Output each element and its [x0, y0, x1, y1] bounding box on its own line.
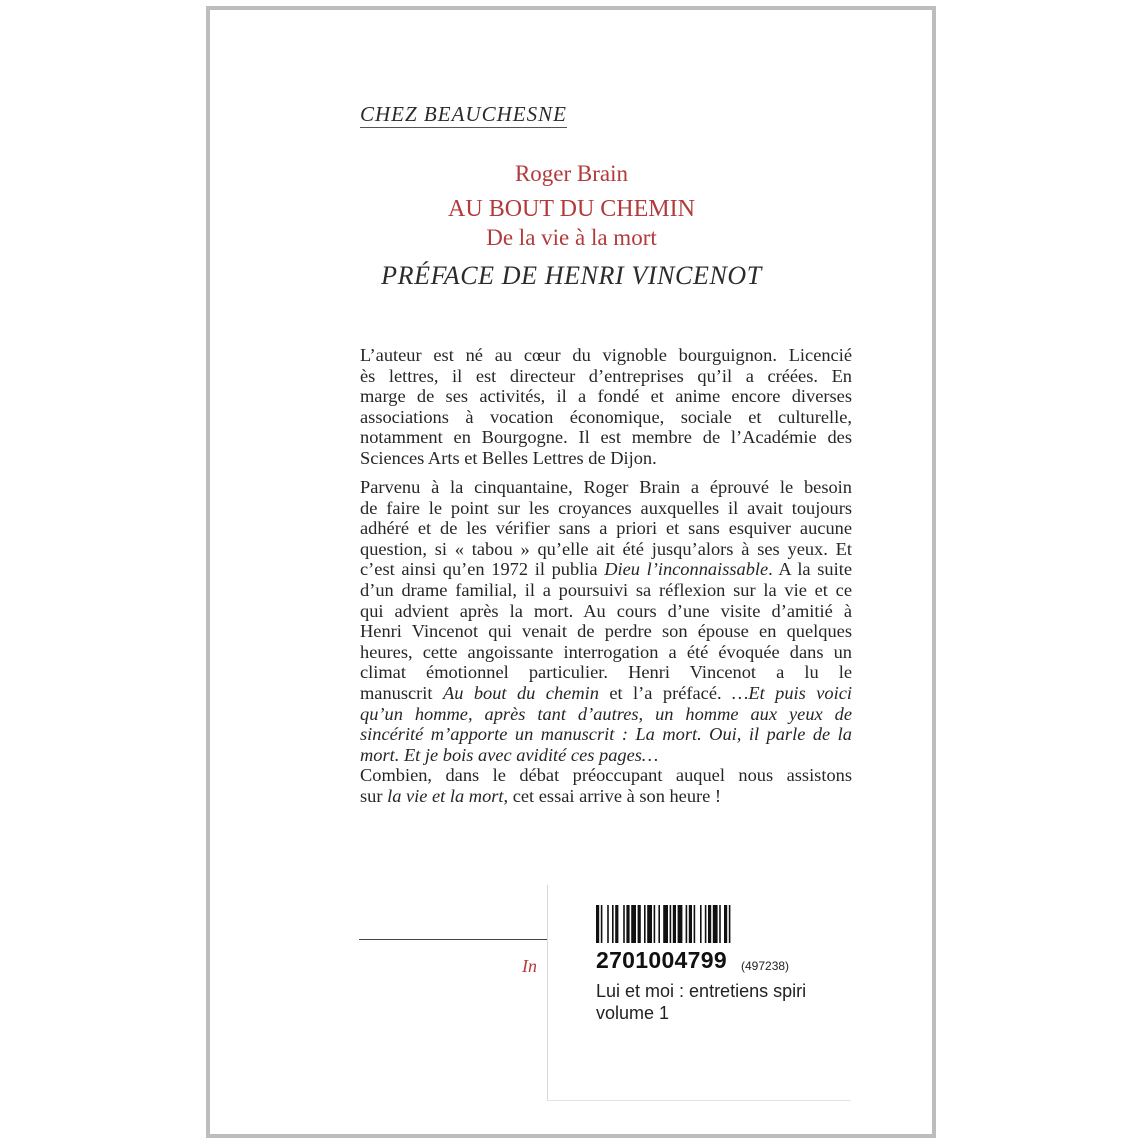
- text-line: sur la vie et la mort, cet essai arrive à son heure !: [360, 785, 722, 806]
- text-line: notamment en Bourgogne. Il est membre de l’Académie des: [360, 427, 852, 448]
- text-line: L’auteur est né au cœur du vignoble bourguignon. Licencié: [360, 345, 852, 365]
- isbn-number: 2701004799: [596, 947, 727, 973]
- text-line: manuscrit Au bout du chemin et l’a préfacé. …Et puis voici: [360, 682, 852, 703]
- sticker-title-line: Lui et moi : entretiens spiri: [596, 981, 807, 1001]
- text-line: Henri Vincenot qui venait de perdre son épouse en quelques: [360, 621, 852, 642]
- text-line: Parvenu à la cinquantaine, Roger Brain a éprouvé le besoin: [360, 477, 852, 497]
- divider-rule: [359, 939, 559, 940]
- text-line: climat émotionnel particulier. Henri Vincenot a lu le: [360, 662, 852, 683]
- text-line: Combien, dans le débat préoccupant auquel nous assistons: [360, 765, 852, 786]
- text-line: sincérité m’apporte un manuscrit : La mort. Oui, il parle de la: [360, 724, 852, 745]
- publisher-heading: CHEZ BEAUCHESNE: [360, 102, 567, 126]
- text-line: associations à vocation économique, sociale et culturelle,: [360, 406, 852, 427]
- text-line: c’est ainsi qu’en 1972 il publia Dieu l’inconnaissable. A la suite: [360, 559, 852, 580]
- text-line: heures, cette angoissante interrogation a été évoquée dans un: [360, 641, 852, 662]
- text-line: qui advient après la mort. Au cours d’une visite d’amitié à: [360, 600, 852, 621]
- sticker-title-line: volume 1: [596, 1003, 670, 1023]
- author-bio-paragraph: [360, 345, 852, 469]
- author-name: Roger Brain: [514, 161, 629, 186]
- book-title-reference: Au bout du chemin: [442, 682, 599, 703]
- text-line: marge de ses activités, il a fondé et anime encore diverses: [360, 386, 852, 407]
- quotation: …Et puis voici: [732, 682, 852, 703]
- text-line: mort. Et je bois avec avidité ces pages…: [360, 744, 659, 765]
- partially-hidden-text: In: [522, 956, 537, 976]
- emphasis: la vie et la mort: [387, 785, 504, 806]
- book-subtitle: De la vie à la mort: [486, 225, 657, 250]
- book-title-reference: Dieu l’inconnaissable: [604, 559, 769, 580]
- internal-code: (497238): [741, 959, 790, 973]
- book-title: AU BOUT DU CHEMIN: [448, 196, 695, 222]
- text-line: de faire le point sur les croyances auxquelles il avait toujours: [360, 497, 852, 518]
- book-summary-paragraph: [360, 477, 852, 807]
- barcode-icon: [596, 905, 814, 943]
- text-line: Sciences Arts et Belles Lettres de Dijon.: [360, 447, 657, 468]
- preface-credit: PRÉFACE DE HENRI VINCENOT: [381, 261, 762, 290]
- sticker-title: [596, 980, 806, 1024]
- text-line: ès lettres, il est directeur d’entreprises qu’il a créées. En: [360, 365, 852, 386]
- text-line: d’un drame familial, il a poursuivi sa réflexion sur la vie et ce: [360, 579, 852, 600]
- text-line: adhéré et de les vérifier sans a priori et sans esquiver aucune: [360, 518, 852, 539]
- text-line: qu’un homme, après tant d’autres, un homme aux yeux de: [360, 703, 852, 724]
- text-line: question, si « tabou » qu’elle ait été jusqu’alors à ses yeux. Et: [360, 538, 852, 559]
